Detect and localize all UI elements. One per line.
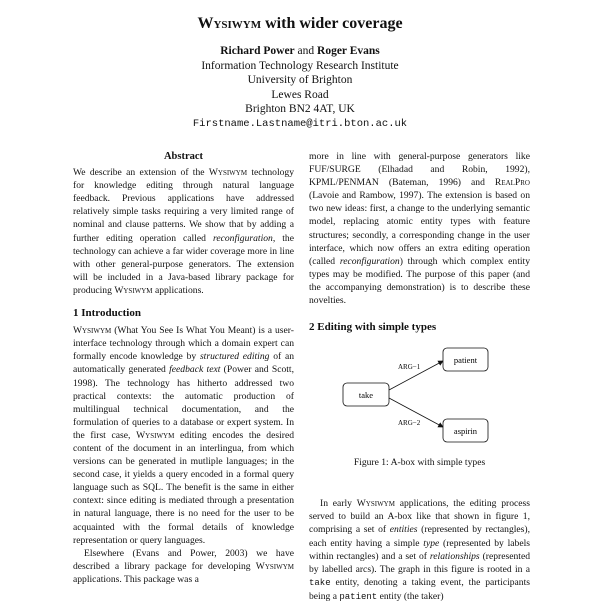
intro-p2-a: Elsewhere (Evans and Power, 2003) we have described a library package for developing [73, 547, 294, 572]
s2-em-type: type [423, 537, 440, 549]
s2-tt-patient: patient [339, 591, 378, 602]
s2-text-g: entity (the taker) [377, 590, 444, 602]
intro-text-d: editing encodes the desired content of the document in an interlingua, from which versions can be generated in mutliple languages; in the second case, it yields a query encoded in a formal query language such as SQL. The benefit is the same in either context: since editing is mediated through a presentation in natural language, there is no need for the user to be acquainted with the formal details of knowledge representation or query languages. [73, 429, 295, 546]
intro-em-structured-editing: structured editing [199, 351, 270, 363]
section-2-paragraph [309, 497, 530, 604]
street: Lewes Road [271, 88, 329, 101]
section-2-heading: 2 Editing with simple types [309, 321, 437, 334]
abstract-text-3: , the technology can achieve a far wider coverage more in line with other general-purpose generators. The extension will be included in a Java-based library package for producing [73, 232, 294, 296]
s2-text-a: In early [320, 498, 357, 510]
right-text-a: more in line with general-purpose generators like FUF/SURGE (Elhadad and Robin, 1992), KPML/PENMAN (Bateman, 1996) and [309, 151, 530, 189]
abstract-text-1: We describe an extension of the [73, 167, 209, 179]
author-block [0, 44, 600, 132]
s2-text-e: (represented by labelled arcs). The graph in this figure is rooted in a [309, 550, 531, 575]
s2-wysiwym: Wysiwym [356, 498, 395, 510]
university: University of Brighton [247, 74, 353, 87]
figure-caption: Figure 1: A-box with simple types [353, 457, 486, 468]
intro-p2-b: applications. This package was a [73, 573, 199, 585]
intro-text-b: of an automatically generated [73, 351, 295, 376]
s2-text-b: applications, the editing process served to build an A-box like that shown in figure 1, comprising a set of [309, 498, 530, 536]
abstract-text-2: technology for knowledge editing through natural language feedback. Previous applications have addressed relatively simple tasks requiring a very limited range of nominal and clause patterns. We show that by adding a further editing operation called [73, 167, 295, 244]
right-text-b: (Lavoie and Rambow, 1997). The extension is based on two new ideas: first, a change to the underlying semantic model, replacing atomic entity types with feature structures; secondly, a corresponding change in the user interface, which now offers an extra editing operation (called [309, 190, 530, 267]
s2-text-c: (represented by rectangles), each entity having a simple [309, 524, 530, 549]
intro-em-feedback-text: feedback text [169, 364, 221, 376]
title-rest: with wider coverage [261, 15, 403, 32]
abstract-reconfig: reconfiguration [212, 232, 273, 244]
abstract-text-4: applications. [152, 284, 204, 296]
title-wysiwym: Wysiwym [197, 15, 262, 32]
node-take-label: take [358, 390, 374, 400]
s2-text-d: (represented by labels within rectangles) and a set of [309, 537, 530, 562]
affiliation: Information Technology Research Institute [201, 59, 399, 72]
intro-text-a: (What You See Is What You Meant) is a user-interface technology through which a domain expert can formally encode knowledge by [73, 325, 294, 363]
s2-em-relationships: relationships [429, 550, 480, 562]
author-names [0, 44, 600, 59]
intro-wysiwym: Wysiwym [73, 325, 112, 337]
right-text-c: ) through which complex entity types may be modified. The purpose of this paper (and the accompanying demonstration) is to describe these novelties. [309, 255, 530, 307]
right-paragraph-1 [309, 150, 530, 307]
abox-diagram [309, 335, 530, 460]
intro-paragraph-1 [73, 324, 294, 547]
email: Firstname.Lastname@itri.bton.ac.uk [192, 117, 408, 130]
arc-arg2-label: ARG−2 [398, 419, 421, 427]
s2-text-f: entity, denoting a taking event, the participants being a [309, 576, 530, 602]
node-patient-label: patient [453, 355, 478, 365]
abstract-text [73, 166, 294, 297]
right-realpro: RealPro [494, 177, 530, 189]
arc-arg1-label: ARG−1 [398, 363, 421, 371]
s2-tt-take: take [309, 577, 331, 588]
abstract-wysiwym: Wysiwym [208, 167, 248, 179]
city: Brighton BN2 4AT, UK [245, 103, 355, 116]
author-and: and [294, 45, 318, 57]
section-1-heading: 1 Introduction [73, 307, 141, 320]
intro-wysiwym-2: Wysiwym [136, 429, 175, 441]
author-1: Richard Power [220, 45, 295, 57]
right-em-reconfiguration: reconfiguration [339, 255, 400, 267]
s2-em-entities: entities [389, 524, 418, 536]
intro-paragraph-2 [73, 547, 294, 586]
left-column [73, 150, 294, 586]
intro-text-c: (Power and Scott, 1998). The technology has hitherto addressed two practical contexts: the automatic production of multilingual technical documentation, and the formulation of queries to a database or expert system. In the first case, [73, 364, 294, 441]
author-2: Roger Evans [317, 45, 380, 57]
abstract-heading: Abstract [163, 151, 204, 162]
node-aspirin-label: aspirin [453, 426, 478, 436]
intro-p2-wysiwym: Wysiwym [255, 560, 294, 572]
abstract-wysiwym-2: Wysiwym [114, 284, 153, 296]
paper-title [0, 15, 600, 33]
